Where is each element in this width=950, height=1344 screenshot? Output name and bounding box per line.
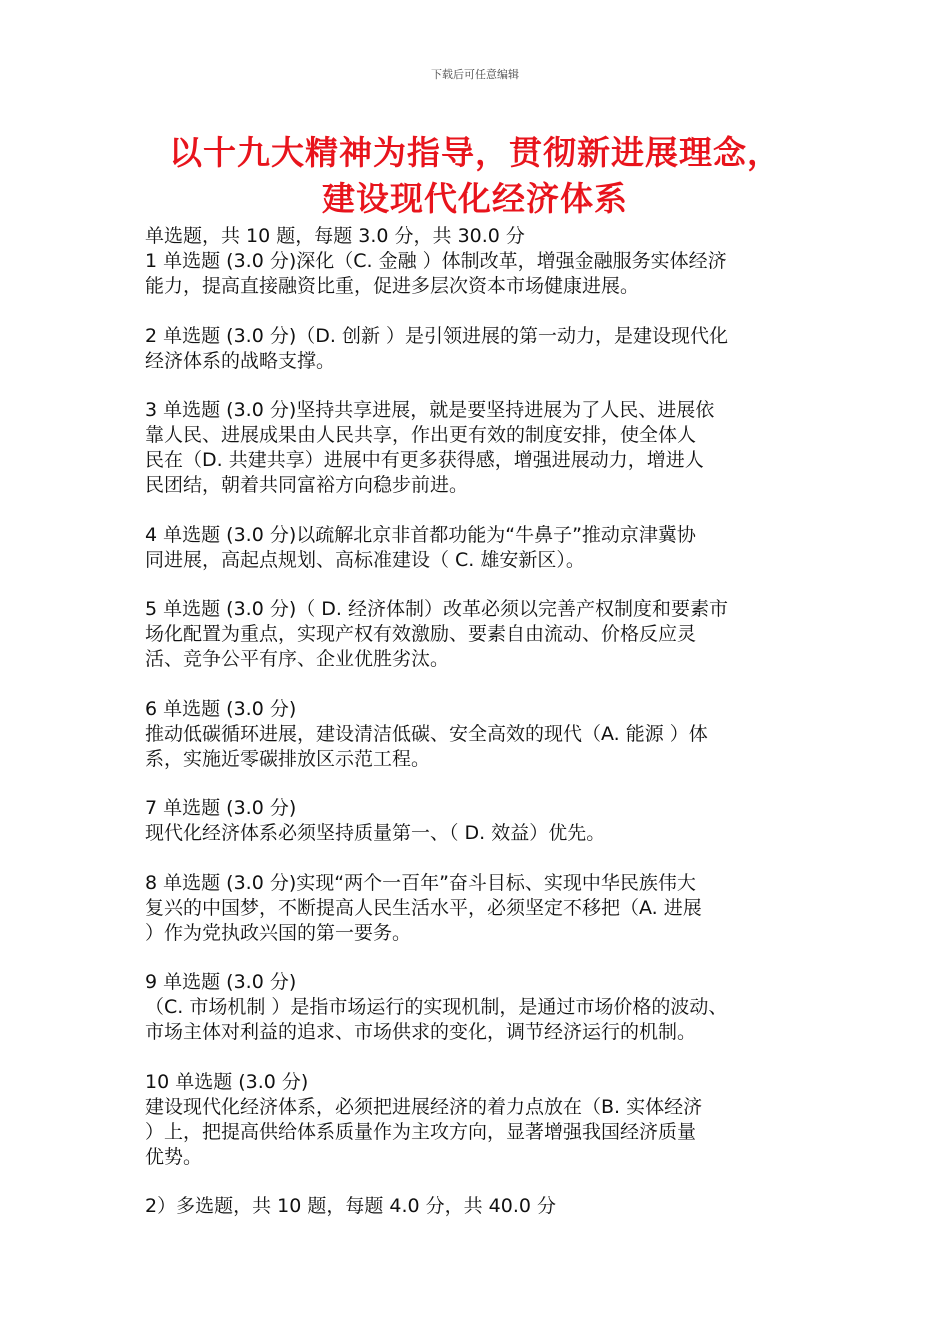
question-line: 1 单选题 (3.0 分)深化（C. 金融 ）体制改革，增强金融服务实体经济 — [145, 250, 727, 272]
question-line: 9 单选题 (3.0 分) — [145, 971, 297, 993]
question-3 — [145, 398, 825, 498]
question-line: 活、竞争公平有序、企业优胜劣汰。 — [145, 648, 450, 670]
question-5 — [145, 597, 825, 672]
question-line: 市场主体对利益的追求、市场供求的变化，调节经济运行的机制。 — [145, 1021, 697, 1043]
question-line: 5 单选题 (3.0 分)（ D. 经济体制）改革必须以完善产权制度和要素市 — [145, 598, 728, 620]
question-line: 民团结，朝着共同富裕方向稳步前进。 — [145, 474, 469, 496]
question-1 — [145, 249, 825, 299]
document-body — [145, 224, 825, 1219]
question-line: 10 单选题 (3.0 分) — [145, 1070, 309, 1093]
question-line: 能力，提高直接融资比重，促进多层次资本市场健康进展。 — [145, 275, 640, 297]
question-2 — [145, 324, 825, 374]
document-title-line-1: 以十九大精神为指导，贯彻新进展理念， — [169, 133, 781, 172]
question-line: 推动低碳循环进展，建设清洁低碳、安全高效的现代（A. 能源 ）体 — [145, 722, 708, 745]
question-line: 同进展，高起点规划、高标准建设（ C. 雄安新区）。 — [145, 548, 585, 571]
question-line: 经济体系的战略支撑。 — [145, 349, 336, 372]
question-line: 民在（D. 共建共享）进展中有更多获得感，增强进展动力，增进人 — [145, 449, 704, 471]
question-9 — [145, 970, 825, 1045]
question-line: 系，实施近零碳排放区示范工程。 — [145, 747, 431, 770]
question-4 — [145, 523, 825, 573]
question-line: ）上，把提高供给体系质量作为主攻方向，显著增强我国经济质量 — [145, 1120, 697, 1143]
question-line: 7 单选题 (3.0 分) — [145, 797, 297, 819]
question-line: 4 单选题 (3.0 分)以疏解北京非首都功能为“牛鼻子”推动京津冀协 — [145, 523, 696, 546]
document-title-line-2: 建设现代化经济体系 — [322, 179, 628, 218]
header-note: 下载后可任意编辑 — [431, 68, 519, 81]
question-10 — [145, 1070, 825, 1170]
question-line: 6 单选题 (3.0 分) — [145, 697, 297, 720]
section2-intro: 2）多选题，共 10 题，每题 4.0 分，共 40.0 分 — [145, 1195, 557, 1217]
question-line: 8 单选题 (3.0 分)实现“两个一百年”奋斗目标、实现中华民族伟大 — [145, 871, 696, 894]
question-line: 3 单选题 (3.0 分)坚持共享进展，就是要坚持进展为了人民、进展依 — [145, 399, 715, 421]
question-6 — [145, 697, 825, 772]
question-line: 建设现代化经济体系，必须把进展经济的着力点放在（B. 实体经济 — [145, 1095, 703, 1118]
question-7 — [145, 796, 825, 846]
question-line: 现代化经济体系必须坚持质量第一、（ D. 效益）优先。 — [145, 822, 606, 844]
question-line: （C. 市场机制 ）是指市场运行的实现机制，是通过市场价格的波动、 — [145, 996, 728, 1018]
question-line: 2 单选题 (3.0 分)（D. 创新 ）是引领进展的第一动力，是建设现代化 — [145, 324, 728, 347]
question-line: 优势。 — [145, 1145, 203, 1168]
section-intro: 单选题，共 10 题，每题 3.0 分，共 30.0 分 — [145, 225, 525, 247]
question-line: 复兴的中国梦，不断提高人民生活水平，必须坚定不移把（A. 进展 — [145, 896, 702, 919]
question-line: 场化配置为重点，实现产权有效激励、要素自由流动、价格反应灵 — [145, 623, 697, 645]
question-line: ）作为党执政兴国的第一要务。 — [145, 921, 412, 944]
question-line: 靠人民、进展成果由人民共享，作出更有效的制度安排，使全体人 — [145, 424, 697, 446]
question-8 — [145, 871, 825, 946]
